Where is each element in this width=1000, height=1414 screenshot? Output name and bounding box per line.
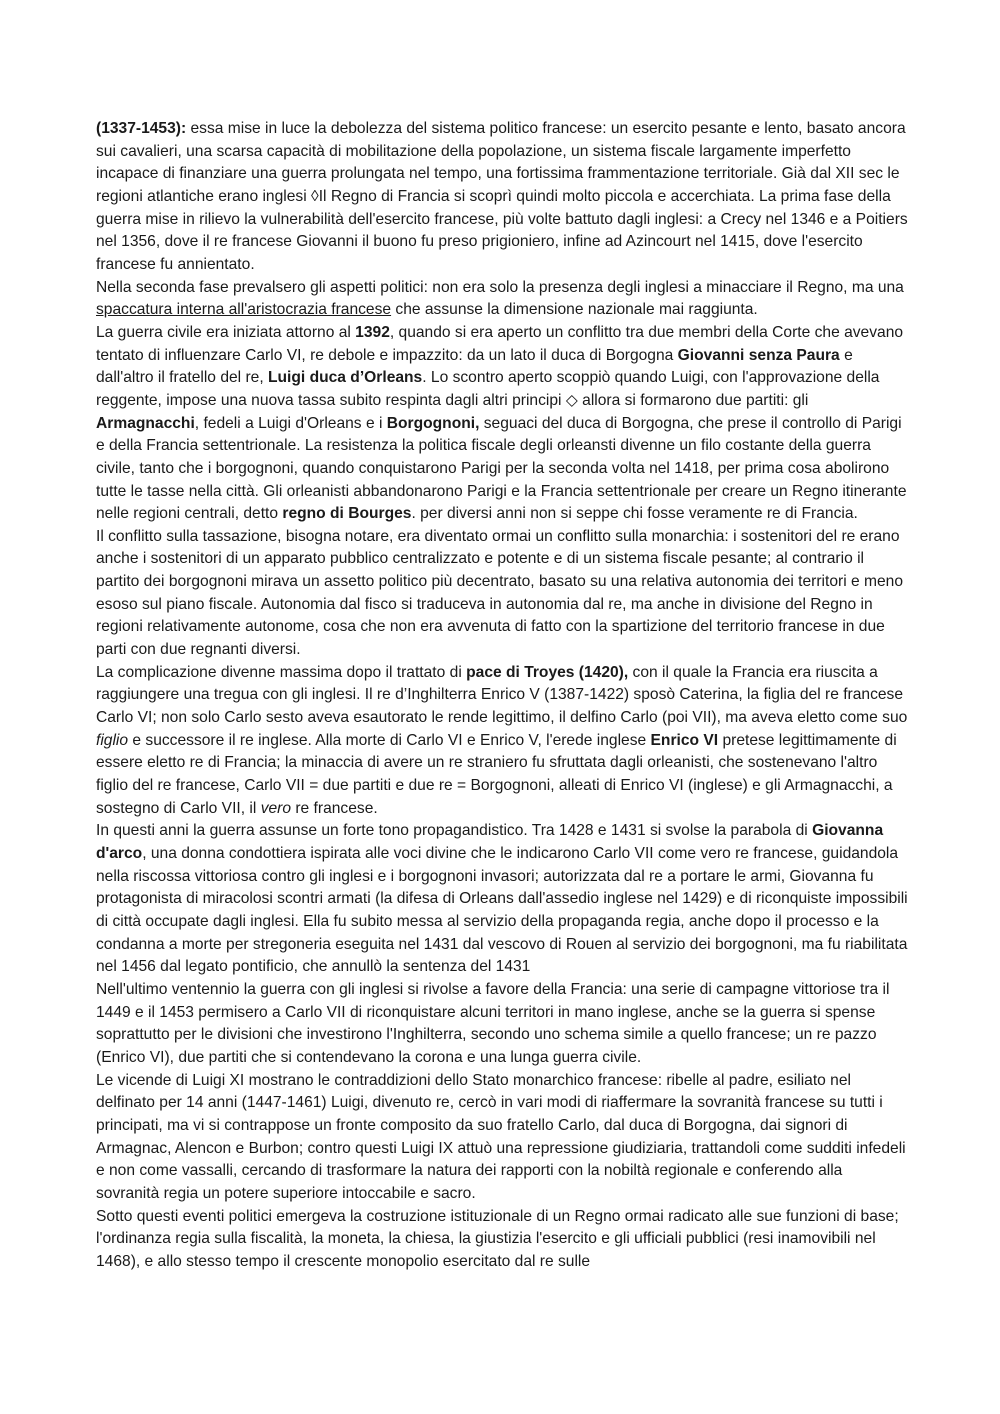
text-run: . Lo scontro aperto scoppiò quando Luigi, con l'approvazione della reggente, impose una nuova tassa subito respinta dagli altri principi ◇ allora si formarono due partiti: gli [96, 369, 880, 409]
text-run: seguaci del duca di Borgogna, che prese il controllo di Parigi e della Francia settentrionale. La resistenza la politica fiscale degli orleansti divenne un filo costante della guerra civile, tanto che i borgognoni, quando conquistarono Parigi per la seconda volta nel 1418, per prima cosa abolirono tutte le tasse nella città. Gli orleanisti abbandonarono Parigi e la Francia settentrionale per creare un Regno itinerante nelle regioni centrali, detto [96, 414, 907, 523]
paragraph-4 [96, 526, 908, 662]
text-run: Il conflitto sulla tassazione, bisogna notare, era diventato ormai un conflitto sulla monarchia: i sostenitori del re erano anche i sostenitori di un apparato pubblico centralizzato e potente e di un sistema fiscale pesante; al contrario il partito dei borgognoni mirava un assetto politico più decentrato, basato su una relativa autonomia dei territori e meno esoso sul piano fiscale. Autonomia dal fisco si traduceva in autonomia dal re, ma anche in divisione del Regno in regioni relativamente autonome, cosa che non era avvenuta di fatto con la spartizione del territorio francese in due parti con due regnanti diversi. [96, 527, 904, 659]
text-run: Nell'ultimo ventennio la guerra con gli inglesi si rivolse a favore della Francia: una serie di campagne vittoriose tra il 1449 e il 1453 permisero a Carlo VII di riconquistare alcuni territori in mano inglese, anche se la guerra si spense soprattutto per le divisioni che investirono l'Inghilterra, secondo uno schema simile a quello francese; un re pazzo (Enrico VI), due partiti che si contendevano la corona e una lunga guerra civile. [96, 980, 890, 1066]
text-run: regno di Bourges [282, 505, 412, 523]
paragraph-7 [96, 979, 908, 1070]
text-run: Borgognoni, [386, 414, 480, 432]
text-run: La complicazione divenne massima dopo il trattato di [96, 663, 467, 681]
text-run: Sotto questi eventi politici emergeva la costruzione istituzionale di un Regno ormai radicato alle sue funzioni di base; l'ordinanza regia sulla fiscalità, la moneta, la chiesa, la giustizia l'esercito e gli ufficiali pubblici (resi inamovibili nel 1468), e allo stesso tempo il crescente monopolio esercitato dal re sulle [96, 1207, 899, 1270]
document-page [96, 118, 908, 1273]
text-run: Le vicende di Luigi XI mostrano le contraddizioni dello Stato monarchico francese: ribelle al padre, esiliato nel delfinato per 14 anni (1447-1461) Luigi, divenuto re, cercò in vari modi di riaffermare la sovranità francese su tutti i principati, ma vi si contrappose un fronte composito da suo fratello Carlo, dal duca di Borgogna, dai signori di Armagnac, Alencon e Burbon; contro questi Luigi IX attuò una repressione giudiziaria, trattandoli come sudditi infedeli e non come vassalli, cercando di trasformare la natura dei rapporti con la nobiltà regionale e conferendo alla sovranità regia un potere superiore intoccabile e sacro. [96, 1071, 906, 1202]
text-run: essa mise in luce la debolezza del sistema politico francese: un esercito pesante e lento, basato ancora sui cavalieri, una scarsa capacità di mobilitazione della popolazione, un sistema fiscale largamente imperfetto incapace di finanziare una guerra prolungata nel tempo, una fortissima frammentazione territoriale. Già dal XII sec le regioni atlantiche erano inglesi ◊Il Regno di Francia si scoprì quindi molto piccola e accerchiata. La prima fase della guerra mise in rilievo la vulnerabilità dell'esercito francese, più volte battuto dagli inglesi: a Crecy nel 1346 e a Poitiers nel 1356, dove il re francese Giovanni il buono fu preso prigioniero, infine ad Azincourt nel 1415, dove l'esercito francese fu annientato. [96, 120, 908, 273]
text-run: Giovanni senza Paura [677, 346, 840, 364]
paragraph-8 [96, 1070, 908, 1206]
text-run: La guerra civile era iniziata attorno al [96, 323, 356, 341]
paragraph-1 [96, 118, 908, 277]
text-run: In questi anni la guerra assunse un forte tono propagandistico. Tra 1428 e 1431 si svolse la parabola di [96, 822, 813, 840]
text-run: Armagnacchi [96, 414, 195, 432]
text-run: spaccatura interna all'aristocrazia francese [96, 301, 392, 319]
text-run: figlio [96, 731, 129, 749]
text-run: 1392 [355, 323, 390, 341]
text-run: Enrico VI [650, 731, 719, 749]
text-run: Nella seconda fase prevalsero gli aspetti politici: non era solo la presenza degli inglesi a minacciare il Regno, ma una [96, 278, 904, 296]
text-run: e successore il re inglese. Alla morte di Carlo VI e Enrico V, l'erede inglese [128, 731, 651, 749]
text-run: pretese legittimamente di essere eletto re di Francia; la minaccia di avere un re straniero fu sfruttata dagli orleanisti, che sostenevano l'altro figlio del re francese, Carlo VII = due partiti e due re = Borgognoni, alleati di Enrico VI (inglese) e gli Armagnacchi, a sostegno di Carlo VII, il [96, 731, 897, 817]
paragraph-2 [96, 277, 908, 322]
paragraph-3 [96, 322, 908, 526]
text-run: re francese. [291, 799, 378, 817]
text-run: Giovanna d'arco [96, 822, 884, 862]
text-run: (1337-1453): [96, 120, 187, 137]
text-run: , fedeli a Luigi d'Orleans e i [194, 414, 387, 432]
text-run: , una donna condottiera ispirata alle voci divine che le indicarono Carlo VII come vero re francese, guidandola nella riscossa vittoriosa contro gli inglesi e i borgognoni invasori; autorizzata dal re a portare le armi, Giovanna fu protagonista di miracolosi scontri armati (la difesa di Orleans dall'assedio inglese nel 1429) e di riconquiste impossibili di città occupate dagli inglesi. Ella fu subito messa al servizio della propaganda regia, anche dopo il processo e la condanna a morte per stregoneria eseguita nel 1431 dal vescovo di Rouen al servizio dei borgognoni, ma fu riabilitata nel 1456 dal legato pontificio, che annullò la sentenza del 1431 [96, 845, 908, 976]
text-run: che assunse la dimensione nazionale mai raggiunta. [391, 301, 758, 319]
text-run: pace di Troyes (1420), [466, 663, 629, 681]
text-run: . per diversi anni non si seppe chi fosse veramente re di Francia. [411, 505, 858, 523]
text-run: vero [260, 799, 292, 817]
paragraph-6 [96, 820, 908, 979]
paragraph-9 [96, 1206, 908, 1274]
paragraph-5 [96, 662, 908, 821]
text-run: e dall'altro il fratello del re, [96, 346, 853, 387]
text-run: con il quale la Francia era riuscita a raggiungere una tregua con gli inglesi. Il re d’Inghilterra Enrico V (1387-1422) sposò Caterina, la figlia del re francese Carlo VI; non solo Carlo sesto aveva esautorato le rende legittimo, il delfino Carlo (poi VII), ma aveva eletto come suo [96, 663, 908, 727]
text-run: Luigi duca d’Orleans [268, 369, 423, 387]
text-run: , quando si era aperto un conflitto tra due membri della Corte che avevano tentato di influenzare Carlo VI, re debole e impazzito: da un lato il duca di Borgogna [96, 323, 904, 364]
